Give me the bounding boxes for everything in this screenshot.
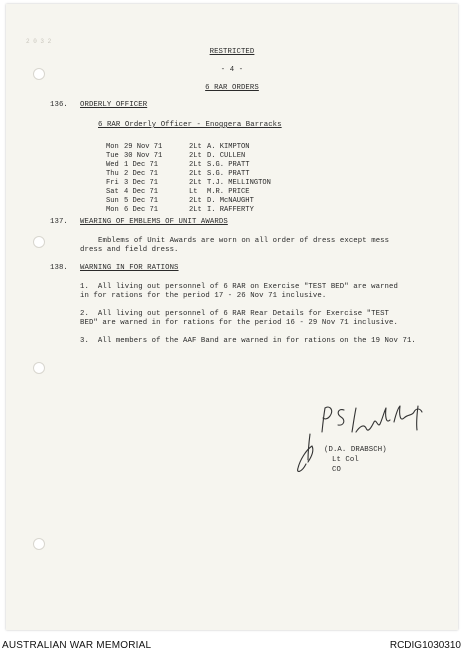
section-137-heading: WEARING OF EMBLEMS OF UNIT AWARDS bbox=[80, 218, 228, 226]
archive-footer bbox=[0, 638, 464, 654]
archive-stamp: 2 0 3 2 bbox=[26, 38, 52, 45]
roster-day: Tue bbox=[106, 152, 119, 160]
section-138-item-2-line: BED" are warned in for rations for the period 16 - 29 Nov 71 inclusive. bbox=[80, 319, 398, 327]
roster-name: D. McNAUGHT bbox=[207, 197, 254, 205]
punch-hole bbox=[33, 538, 45, 550]
footer-institution: AUSTRALIAN WAR MEMORIAL bbox=[2, 640, 152, 651]
section-136-subheading: 6 RAR Orderly Officer - Enoggera Barracks bbox=[98, 121, 282, 129]
handwritten-signature bbox=[286, 402, 456, 482]
section-137-body-line: Emblems of Unit Awards are worn on all order of dress except mess bbox=[98, 237, 390, 245]
roster-date: 29 Nov 71 bbox=[124, 143, 163, 151]
roster-date: 5 Dec 71 bbox=[124, 197, 159, 205]
section-136-heading: ORDERLY OFFICER bbox=[80, 101, 148, 109]
roster-rank: 2Lt bbox=[189, 197, 202, 205]
signatory-rank: Lt Col bbox=[332, 456, 359, 464]
roster-rank: 2Lt bbox=[189, 179, 202, 187]
roster-day: Thu bbox=[106, 170, 119, 178]
roster-name: I. RAFFERTY bbox=[207, 206, 254, 214]
roster-rank: 2Lt bbox=[189, 170, 202, 178]
roster-rank: 2Lt bbox=[189, 161, 202, 169]
roster-rank: 2Lt bbox=[189, 143, 202, 151]
roster-rank: Lt bbox=[189, 188, 198, 196]
roster-name: T.J. MELLINGTON bbox=[207, 179, 271, 187]
section-138-item-1-line: in for rations for the period 17 - 26 Nov 71 inclusive. bbox=[80, 292, 327, 300]
roster-rank: 2Lt bbox=[189, 152, 202, 160]
roster-day: Wed bbox=[106, 161, 119, 169]
section-138-item-2-line: 2. All living out personnel of 6 RAR Rear Details for Exercise "TEST bbox=[80, 310, 390, 318]
roster-name: A. KIMPTON bbox=[207, 143, 250, 151]
section-137-number: 137. bbox=[50, 218, 68, 226]
signatory-name: (D.A. DRABSCH) bbox=[324, 446, 387, 454]
roster-date: 30 Nov 71 bbox=[124, 152, 163, 160]
document-title: 6 RAR ORDERS bbox=[205, 84, 259, 92]
signatory-appointment: CO bbox=[332, 466, 341, 474]
classification-header: RESTRICTED bbox=[209, 48, 255, 56]
roster-date: 4 Dec 71 bbox=[124, 188, 159, 196]
roster-day: Sat bbox=[106, 188, 119, 196]
roster-day: Mon bbox=[106, 143, 119, 151]
roster-name: M.R. PRICE bbox=[207, 188, 250, 196]
roster-day: Sun bbox=[106, 197, 119, 205]
section-137-body-line: dress and field dress. bbox=[80, 246, 179, 254]
roster-day: Mon bbox=[106, 206, 119, 214]
roster-name: S.G. PRATT bbox=[207, 170, 250, 178]
roster-date: 3 Dec 71 bbox=[124, 179, 159, 187]
section-138-heading: WARNING IN FOR RATIONS bbox=[80, 264, 179, 272]
roster-name: D. CULLEN bbox=[207, 152, 246, 160]
page-number: - 4 - bbox=[220, 66, 244, 74]
roster-name: S.G. PRATT bbox=[207, 161, 250, 169]
footer-reference-id: RCDIG1030310 bbox=[389, 640, 461, 651]
roster-rank: 2Lt bbox=[189, 206, 202, 214]
section-138-item-1-line: 1. All living out personnel of 6 RAR on Exercise "TEST BED" are warned bbox=[80, 283, 398, 291]
roster-date: 1 Dec 71 bbox=[124, 161, 159, 169]
section-136-number: 136. bbox=[50, 101, 68, 109]
roster-date: 2 Dec 71 bbox=[124, 170, 159, 178]
punch-hole bbox=[33, 362, 45, 374]
punch-hole bbox=[33, 236, 45, 248]
roster-day: Fri bbox=[106, 179, 119, 187]
section-138-item-3-line: 3. All members of the AAF Band are warned in for rations on the 19 Nov 71. bbox=[80, 337, 416, 345]
roster-date: 6 Dec 71 bbox=[124, 206, 159, 214]
document-page bbox=[6, 4, 458, 630]
section-138-number: 138. bbox=[50, 264, 68, 272]
